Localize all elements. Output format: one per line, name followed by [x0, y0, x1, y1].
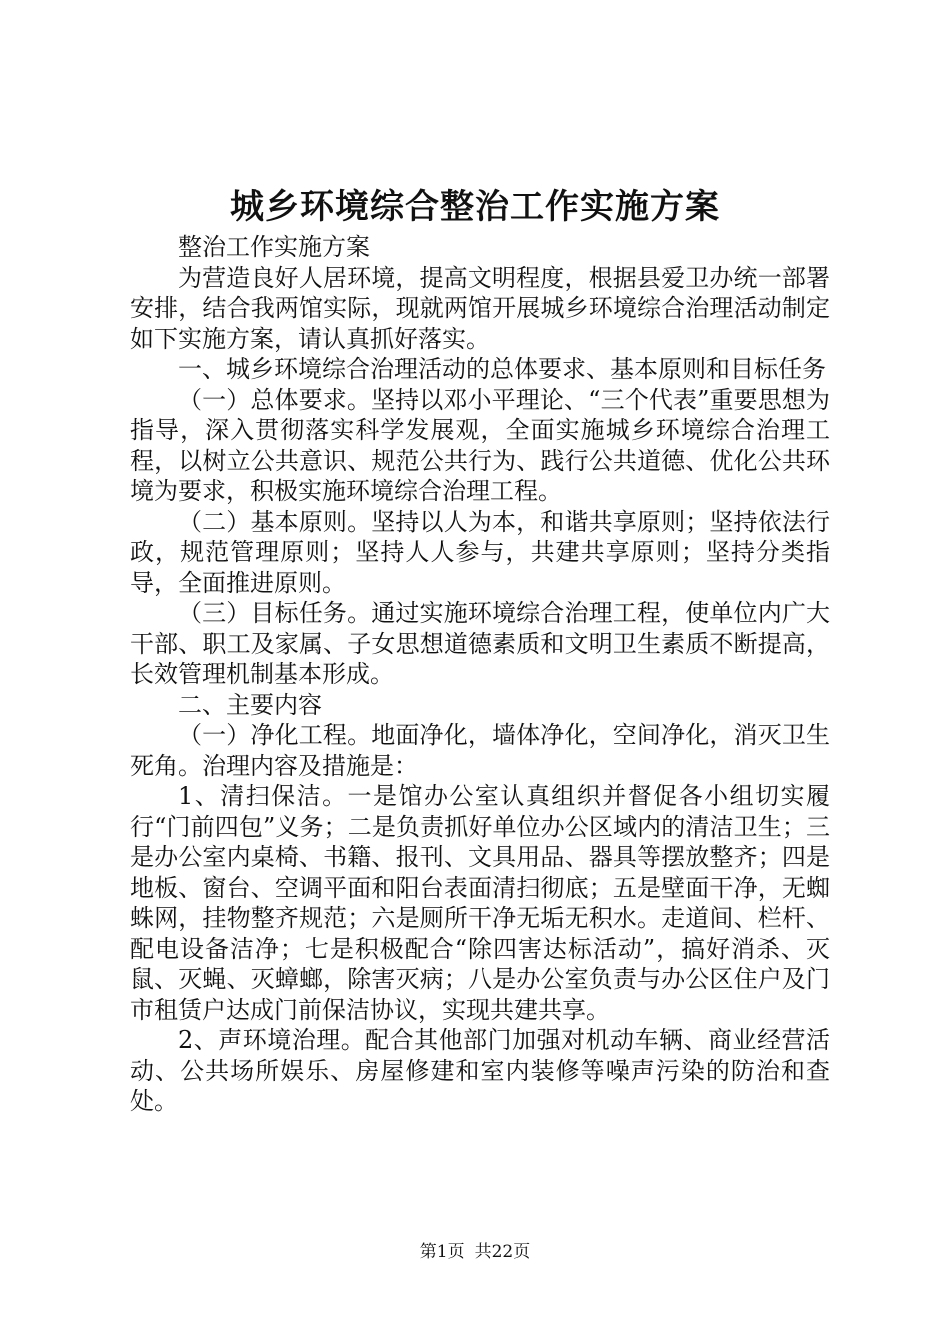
paragraph-cleaning: 1、清扫保洁。一是馆办公室认真组织并督促各小组切实履行“门前四包”义务；二是负责抓好单位办公区域内的清洁卫生；三是办公室内桌椅、书籍、报刊、文具用品、器具等摆放整齐；四是地板、窗台、空调平面和阳台表面清扫彻底；五是壁面干净，无蜘蛛网，挂物整齐规范；六是厕所干净无垢无积水。走道间、栏杆、配电设备洁净；七是积极配合“除四害达标活动”，搞好消杀、灭鼠、灭蝇、灭蟑螂，除害灭病；八是办公室负责与办公区住户及门市租赁户达成门前保洁协议，实现共建共享。 — [130, 782, 830, 1024]
section-heading-1: 一、城乡环境综合治理活动的总体要求、基本原则和目标任务 — [178, 355, 826, 383]
section-heading-2: 二、主要内容 — [178, 690, 322, 719]
page-footer — [0, 1241, 950, 1263]
document-title: 城乡环境综合整治工作实施方案 — [230, 187, 720, 227]
paragraph-noise: 2、声环境治理。配合其他部门加强对机动车辆、商业经营活动、公共场所娱乐、房屋修建和室内装修等噪声污染的防治和查处。 — [130, 1026, 830, 1115]
paragraph-general-requirements: （一）总体要求。坚持以邓小平理论、“三个代表”重要思想为指导，深入贯彻落实科学发展观，全面实施城乡环境综合治理工程，以树立公共意识、规范公共行为、践行公共道德、优化公共环境为要求，积极实施环境综合治理工程。 — [130, 385, 830, 505]
paragraph-heading: 整治工作实施方案 — [178, 233, 370, 261]
paragraph-purification: （一）净化工程。地面净化，墙体净化，空间净化，消灭卫生死角。治理内容及措施是： — [130, 721, 830, 780]
paragraph-intro: 为营造良好人居环境，提高文明程度，根据县爱卫办统一部署安排，结合我两馆实际，现就两馆开展城乡环境综合治理活动制定如下实施方案，请认真抓好落实。 — [130, 263, 830, 353]
page-number: 第1页 — [419, 1242, 465, 1262]
paragraph-basic-principles: （二）基本原则。坚持以人为本，和谐共享原则；坚持依法行政，规范管理原则；坚持人人参与，共建共享原则；坚持分类指导，全面推进原则。 — [130, 507, 830, 597]
paragraph-goals: （三）目标任务。通过实施环境综合治理工程，使单位内广大干部、职工及家属、子女思想道德素质和文明卫生素质不断提高，长效管理机制基本形成。 — [130, 599, 830, 688]
document-body — [130, 232, 830, 1117]
page-total: 共22页 — [474, 1242, 531, 1262]
